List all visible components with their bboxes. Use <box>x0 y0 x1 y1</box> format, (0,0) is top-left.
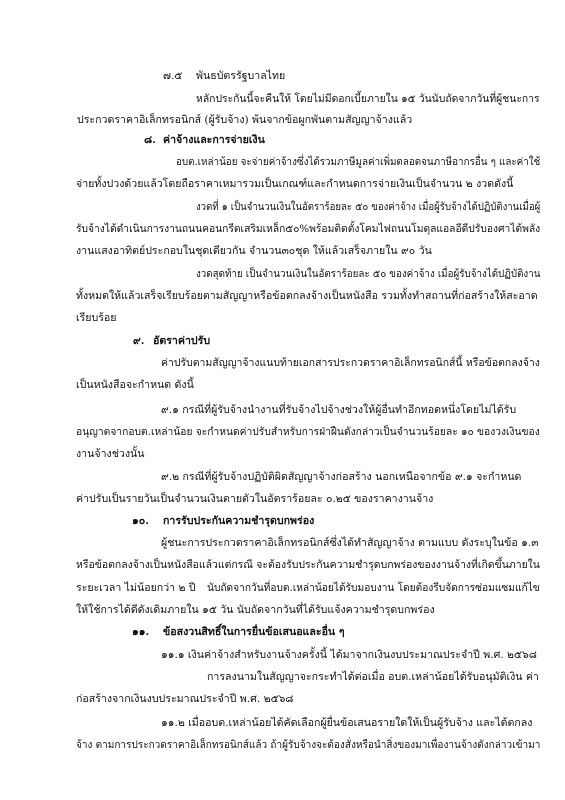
section-10-title: การรับประกันความชำรุดบกพร่อง <box>163 515 315 527</box>
section-11-1-line3: ก่อสร้างจากเงินงบประมาณประจำปี พ.ศ. ๒๕๖๘ <box>76 693 294 705</box>
section-9-number: ๙. <box>133 335 145 347</box>
section-8-para3-line1: งวดสุดท้าย เป็นจำนวนเงินในอัตราร้อยละ ๕๐ ของค่าจ้าง เมื่อผู้รับจ้างได้ปฏิบัติงาน <box>196 268 541 280</box>
section-8-title: ค่าจ้างและการจ่ายเงิน <box>163 134 265 146</box>
section-8-para3-line2: ทั้งหมดให้แล้วเสร็จเรียบร้อยตามสัญญาหรือข้อตกลงจ้างเป็นหนังสือ รวมทั้งทำสถานที่ก่อสร้างให้สะอาด <box>76 290 538 302</box>
section-9-para-line1: ค่าปรับตามสัญญาจ้างแนบท้ายเอกสารประกวดราคาอิเล็กทรอนิกส์นี้ หรือข้อตกลงจ้าง <box>161 357 540 369</box>
section-9-1-line3: งานจ้างช่วงนั้น <box>76 448 145 460</box>
section-10-para-line4: ให้ใช้การได้ดีดังเดิมภายใน ๑๕ วัน นับถัดจากวันที่ได้รับแจ้งความชำรุดบกพร่อง <box>76 604 435 616</box>
section-11-1-line1: ๑๑.๑ เงินค่าจ้างสำหรับงานจ้างครั้งนี้ ได้มาจากเงินงบประมาณประจำปี พ.ศ. ๒๕๖๘ <box>161 649 537 661</box>
section-8-para2-line2: รับจ้างได้ดำเนินการงานถนนคอนกรีตเสริมเหล็ก๕๐%พร้อมติดตั้งโคมไฟถนนโมดุลแอลอีดีปรับองศาได้พลัง <box>76 223 541 235</box>
section-11-title: ข้อสงวนสิทธิ์ในการยื่นข้อเสนอและอื่น ๆ <box>163 626 345 638</box>
section-9-2-line2: ค่าปรับเป็นรายวันเป็นจำนวนเงินตายตัวในอัตราร้อยละ ๐.๒๕ ของราคางานจ้าง <box>76 493 434 505</box>
section-10-para-line2: หรือข้อตกลงจ้างเป็นหนังสือแล้วแต่กรณี จะต้องรับประกันความชำรุดบกพร่องของงานจ้างที่เกิดขึ้นภายใน <box>76 559 540 571</box>
section-10-para-line3-part1: ระยะเวลา ไม่น้อยกว่า ๒ ปี <box>76 582 196 594</box>
section-9-para-line2: เป็นหนังสือจะกำหนด ดังนี้ <box>76 379 194 391</box>
section-7-5-number: ๗.๕ <box>163 70 183 82</box>
guarantee-paragraph-line-2: ประกวดราคาอิเล็กทรอนิกส์ (ผู้รับจ้าง) พ้นจากข้อผูกพันตามสัญญาจ้างแล้ว <box>77 114 413 126</box>
section-9-title: อัตราค่าปรับ <box>153 335 211 347</box>
section-11-2-line1: ๑๑.๒ เมื่ออบต.เหล่าน้อยได้คัดเลือกผู้ยื่นข้อเสนอรายใดให้เป็นผู้รับจ้าง และได้ตกลง <box>161 717 533 729</box>
section-8-para2-line1: งวดที่ ๑ เป็นจำนวนเงินในอัตราร้อยละ ๕๐ ของค่าจ้าง เมื่อผู้รับจ้างได้ปฏิบัติงานเมื่อผู้ <box>196 201 541 213</box>
section-9-1-line1: ๙.๑ กรณีที่ผู้รับจ้างนำงานที่รับจ้างไปจ้างช่วงให้ผู้อื่นทำอีกทอดหนึ่งโดยไม่ได้รับ <box>161 404 517 416</box>
section-11-2-line2: จ้าง ตามการประกวดราคาอิเล็กทรอนิกส์แล้ว ถ้าผู้รับจ้างจะต้องสั่งหรือนำสิ่งของมาเพื่องานจ้างดังกล่าวเข้ามา <box>76 739 541 751</box>
section-10-number: ๑๐. <box>132 515 149 527</box>
section-11-number: ๑๑. <box>132 626 150 638</box>
section-8-para1-line2: จ่ายทั้งปวงด้วยแล้วโดยถือราคาเหมารวมเป็นเกณฑ์และกำหนดการจ่ายเงินเป็นจำนวน ๒ งวดดังนี้ <box>76 178 514 190</box>
section-8-number: ๘. <box>144 134 156 146</box>
guarantee-paragraph-line-1: หลักประกันนี้จะคืนให้ โดยไม่มีดอกเบี้ยภายใน ๑๕ วันนับถัดจากวันที่ผู้ชนะการ <box>196 93 540 105</box>
section-10-para-line1: ผู้ชนะการประกวดราคาอิเล็กทรอนิกส์ซึ่งได้ทำสัญญาจ้าง ตามแบบ ดังระบุในข้อ ๑.๓ <box>161 537 539 549</box>
section-11-1-line2: การลงนามในสัญญาจะกระทำได้ต่อเมื่อ อบต.เหล่าน้อยได้รับอนุมัติเงิน ค่า <box>207 671 539 683</box>
section-10-para-line3-part2: นับถัดจากวันที่อบต.เหล่าน้อยได้รับมอบงาน โดยต้องรีบจัดการซ่อมแซมแก้ไข <box>207 582 540 594</box>
section-9-1-line2: อนุญาตจากอบต.เหล่าน้อย จะกำหนดค่าปรับสำหรับการฝ่าฝืนดังกล่าวเป็นจำนวนร้อยละ ๑๐ ของวงเงินของ <box>76 426 540 438</box>
section-7-5-title: พันธบัตรรัฐบาลไทย <box>196 70 286 82</box>
section-8-para2-line3: งานแสงอาทิตย์ประกอบในชุดเดียวกัน จำนวน๓๐ชุด ให้แล้วเสร็จภายใน ๙๐ วัน <box>76 245 432 257</box>
section-8-para3-line3: เรียบร้อย <box>76 312 117 324</box>
section-9-2-line1: ๙.๒ กรณีที่ผู้รับจ้างปฏิบัติผิดสัญญาจ้างก่อสร้าง นอกเหนือจากข้อ ๙.๑ จะกำหนด <box>161 471 522 483</box>
section-8-para1-line1: อบต.เหล่าน้อย จะจ่ายค่าจ้างซึ่งได้รวมภาษีมูลค่าเพิ่มตลอดจนภาษีอากรอื่น ๆ และค่าใช้ <box>176 156 541 168</box>
